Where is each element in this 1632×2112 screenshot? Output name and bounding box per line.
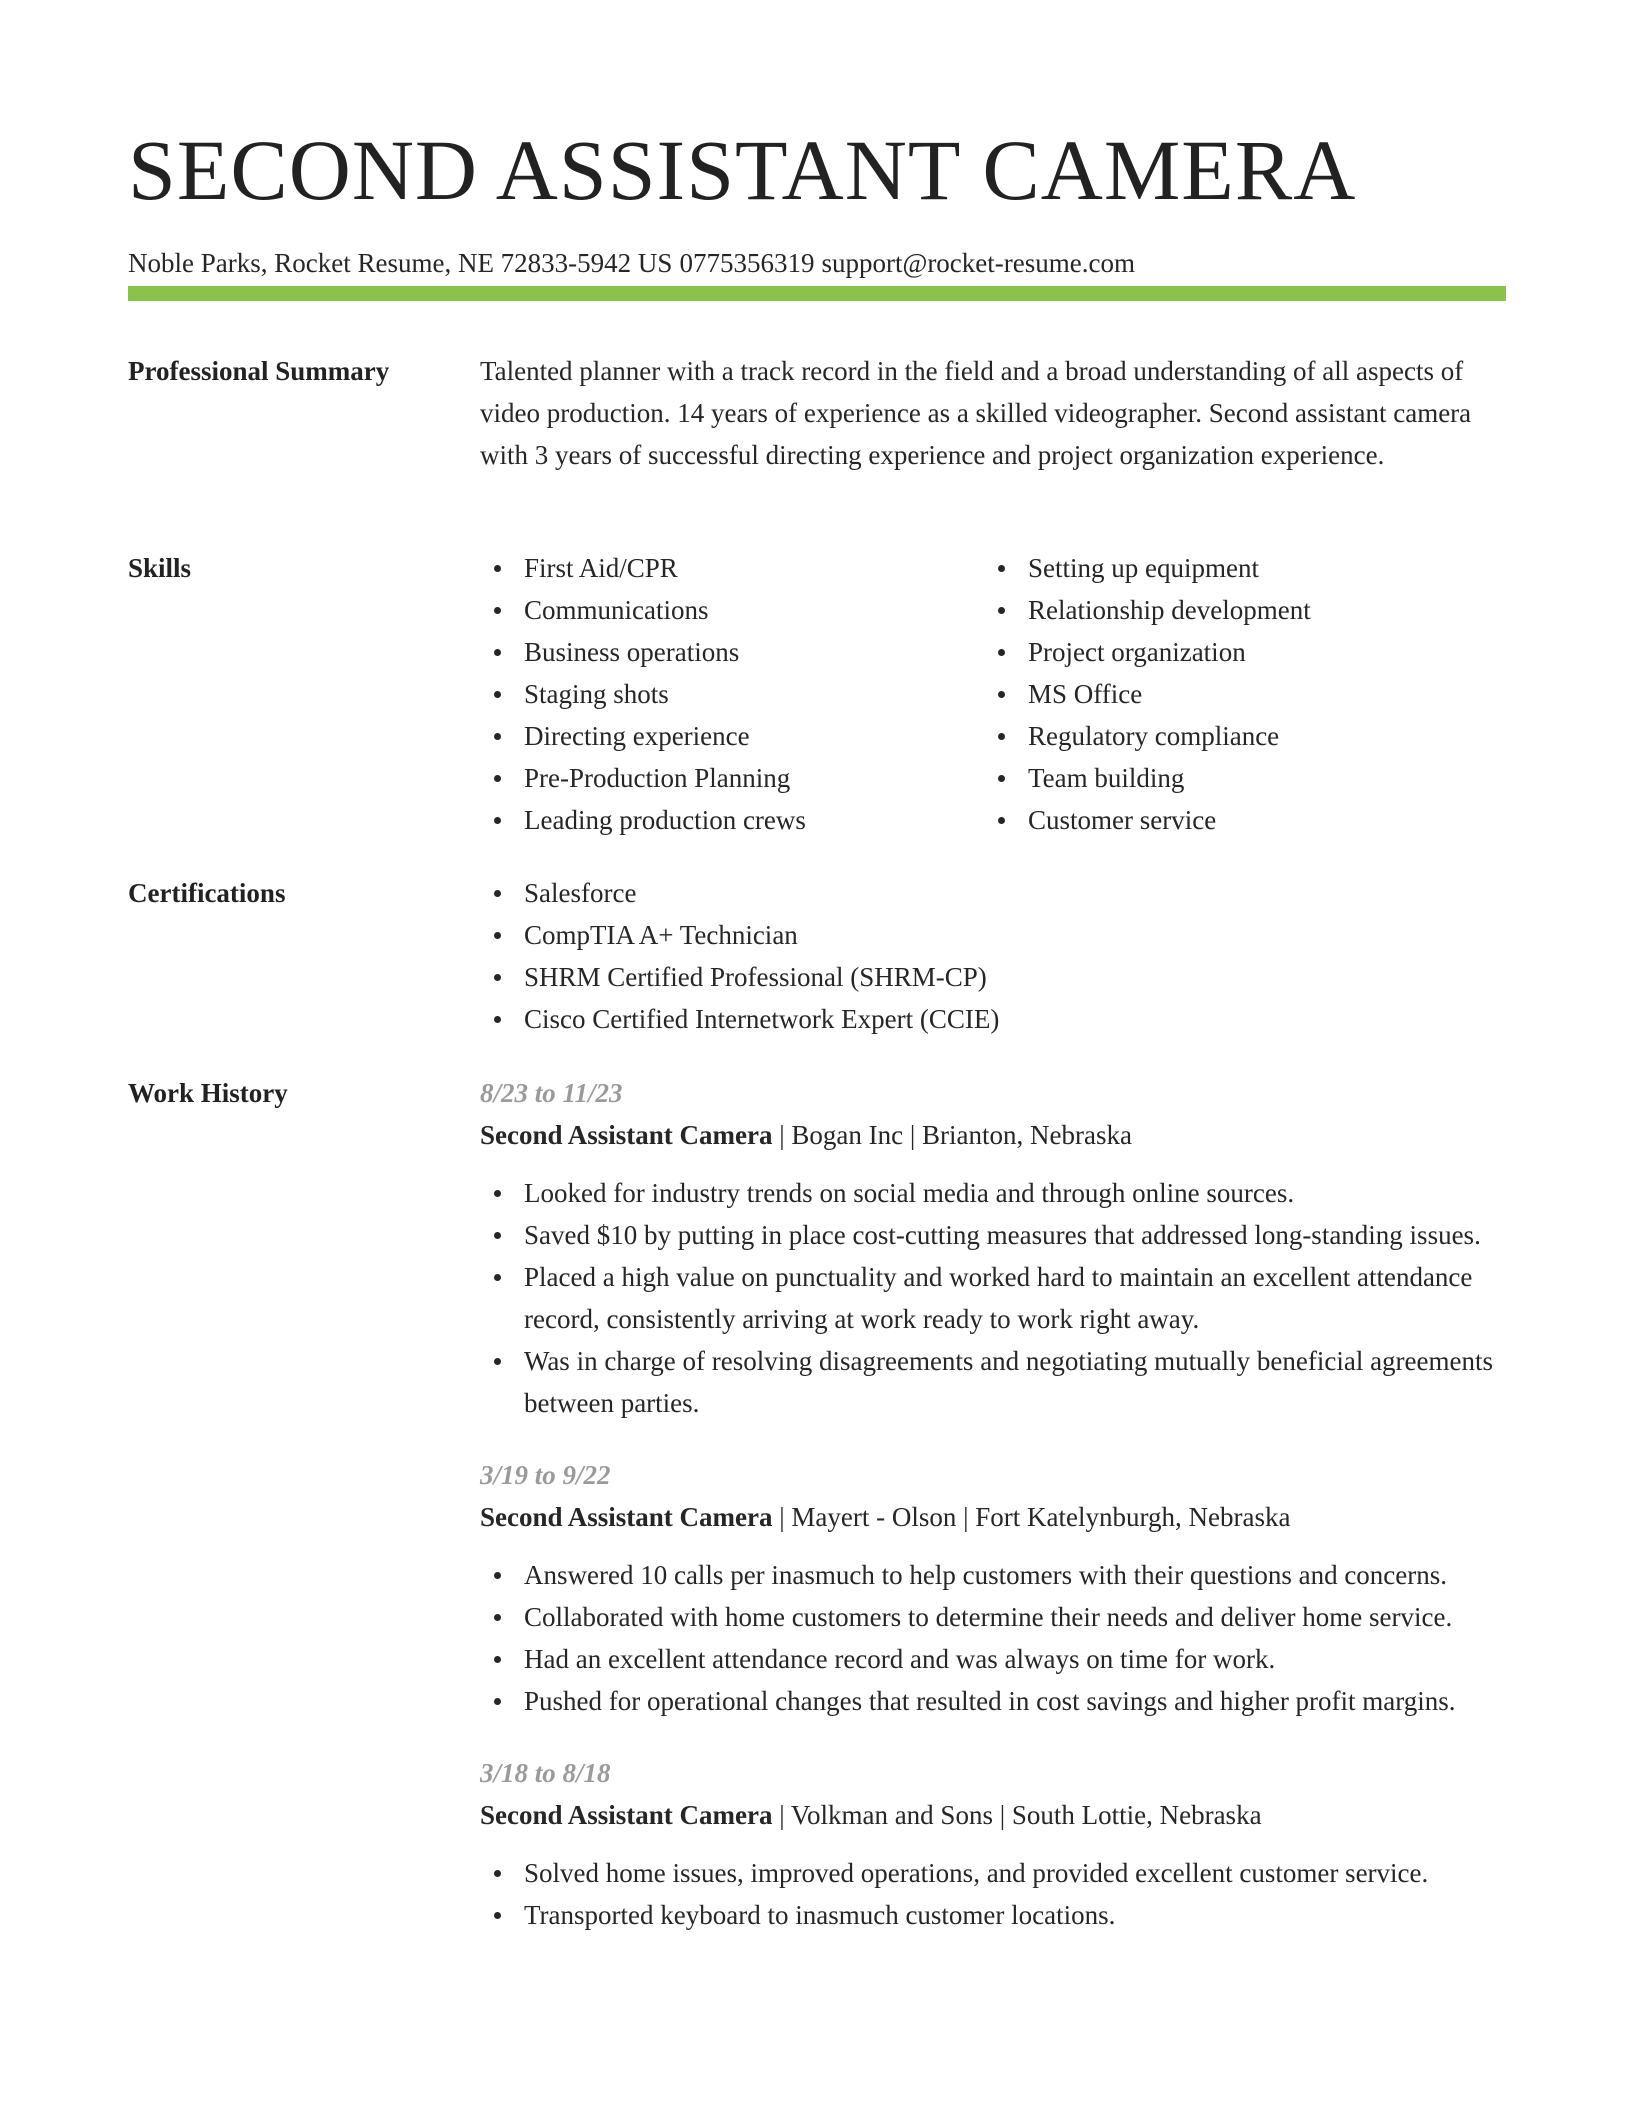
skill-item: Leading production crews [524,799,984,841]
skill-item: Directing experience [524,715,984,757]
job-bullets [480,1554,1506,1722]
job-bullet: Answered 10 calls per inasmuch to help customers with their questions and concerns. [524,1554,1506,1596]
skill-item: First Aid/CPR [524,547,984,589]
job-bullets [480,1172,1506,1424]
job-heading [480,1114,1506,1156]
certification-item: SHRM Certified Professional (SHRM-CP) [524,956,1506,998]
skill-item: Pre-Production Planning [524,757,984,799]
job-entry [480,1454,1506,1722]
contact-phone: 0775356319 [679,248,815,278]
job-details: | Bogan Inc | Brianton, Nebraska [779,1120,1132,1150]
resume-header [128,120,1506,280]
summary-text: Talented planner with a track record in the field and a broad understanding of all aspects of video production. 14 years of experience as a skilled videographer. Second assistant camera with 3 years of successful directing experience and project organization experience. [480,356,1472,470]
skill-item: Customer service [1028,799,1488,841]
skill-item: Project organization [1028,631,1488,673]
certification-item: CompTIA A+ Technician [524,914,1506,956]
job-details: | Volkman and Sons | South Lottie, Nebraska [779,1800,1262,1830]
accent-divider [128,286,1506,301]
certification-item: Salesforce [524,872,1506,914]
job-bullet: Solved home issues, improved operations, and provided excellent customer service. [524,1852,1506,1894]
job-dates: 3/19 to 9/22 [480,1460,611,1490]
job-bullet: Collaborated with home customers to determine their needs and deliver home service. [524,1596,1506,1638]
candidate-name: SECOND ASSISTANT CAMERA [128,122,1357,218]
job-dates: 8/23 to 11/23 [480,1078,623,1108]
job-details: | Mayert - Olson | Fort Katelynburgh, Nebraska [779,1502,1291,1532]
job-bullet: Saved $10 by putting in place cost-cutting measures that addressed long-standing issues. [524,1214,1506,1256]
certification-item: Cisco Certified Internetwork Expert (CCIE) [524,998,1506,1040]
job-bullets [480,1852,1506,1936]
job-heading [480,1794,1506,1836]
skill-item: Staging shots [524,673,984,715]
skill-item: Relationship development [1028,589,1488,631]
contact-address: Noble Parks, Rocket Resume, NE 72833-5942 US [128,248,673,278]
skills-list-left [480,547,984,841]
job-title: Second Assistant Camera [480,1120,773,1150]
skill-item: Setting up equipment [1028,547,1488,589]
certifications-list [480,872,1506,1040]
job-bullet: Pushed for operational changes that resulted in cost savings and higher profit margins. [524,1680,1506,1722]
summary-heading: Professional Summary [128,356,390,386]
job-title: Second Assistant Camera [480,1502,773,1532]
job-heading [480,1496,1506,1538]
skills-list-right [984,547,1488,841]
job-dates: 3/18 to 8/18 [480,1758,611,1788]
job-title: Second Assistant Camera [480,1800,773,1830]
skill-item: Team building [1028,757,1488,799]
job-bullet: Was in charge of resolving disagreements and negotiating mutually beneficial agreements between parties. [524,1340,1506,1424]
job-entry [480,1752,1506,1936]
job-bullet: Had an excellent attendance record and was always on time for work. [524,1638,1506,1680]
job-entry [480,1072,1506,1424]
skill-item: Regulatory compliance [1028,715,1488,757]
skills-heading: Skills [128,553,192,583]
contact-line [128,246,1506,280]
skill-item: Business operations [524,631,984,673]
contact-email: support@rocket-resume.com [821,248,1135,278]
work-history-heading: Work History [128,1078,288,1108]
skill-item: Communications [524,589,984,631]
job-bullet: Placed a high value on punctuality and worked hard to maintain an excellent attendance record, consistently arriving at work ready to work right away. [524,1256,1506,1340]
skill-item: MS Office [1028,673,1488,715]
job-bullet: Looked for industry trends on social media and through online sources. [524,1172,1506,1214]
certifications-heading: Certifications [128,878,286,908]
job-bullet: Transported keyboard to inasmuch customer locations. [524,1894,1506,1936]
